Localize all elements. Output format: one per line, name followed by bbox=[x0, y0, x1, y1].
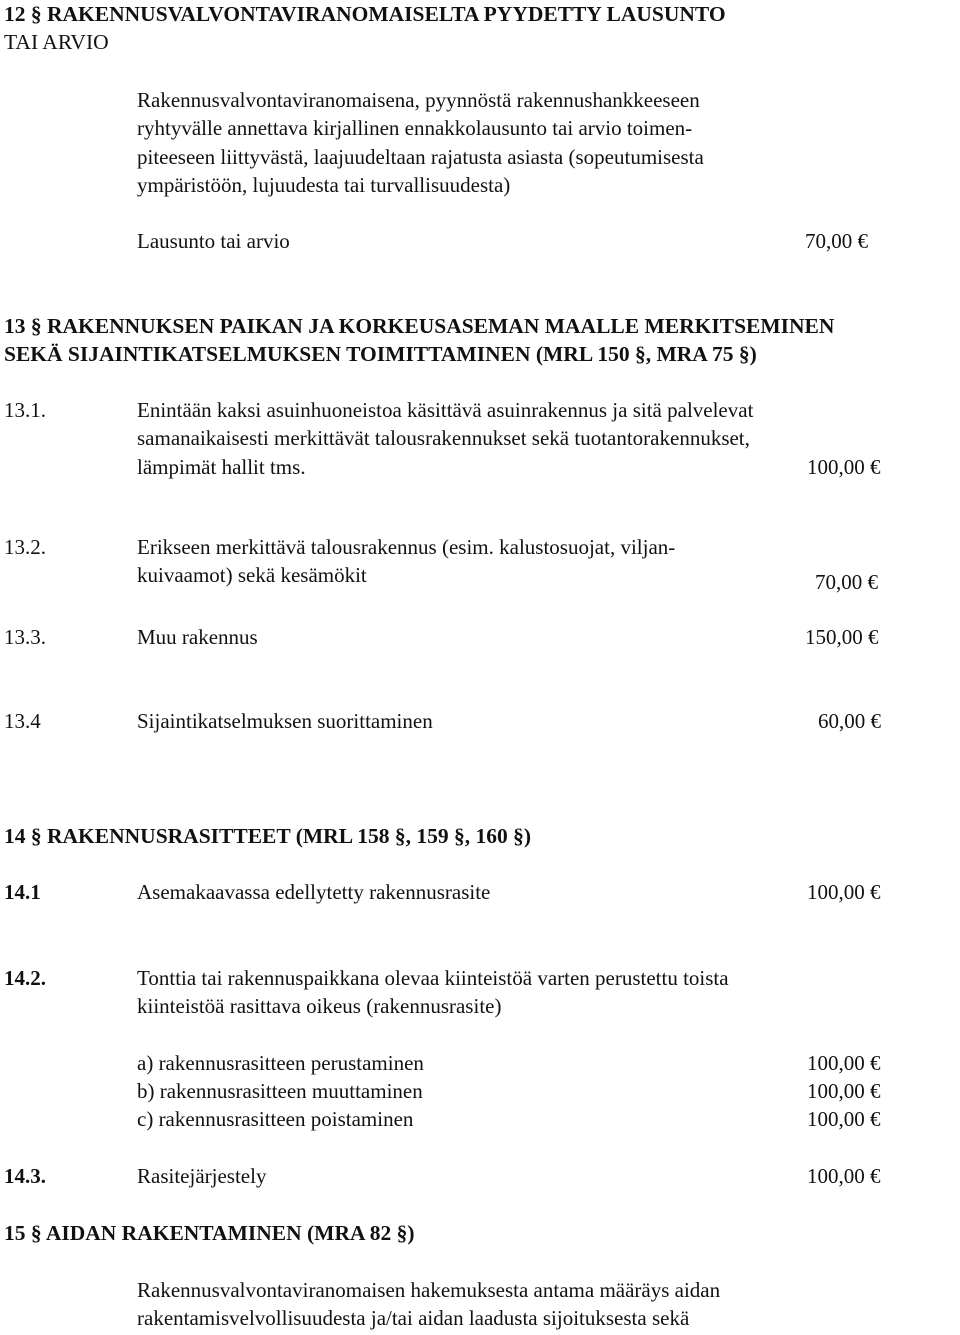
item-price: 100,00 € bbox=[807, 455, 881, 479]
desc-line: rakentamisvelvollisuudesta ja/tai aidan laadusta sijoituksesta sekä bbox=[137, 1306, 690, 1331]
subitem-label: b) rakennusrasitteen muuttaminen bbox=[137, 1079, 423, 1103]
item-text bbox=[137, 533, 675, 590]
desc-line: Rakennusvalvontaviranomaisena, pyynnöstä rakennushankkeeseen bbox=[137, 88, 700, 112]
text-line: Tonttia tai rakennuspaikkana olevaa kiinteistöä varten perustettu toista bbox=[137, 966, 729, 990]
subitem-label: c) rakennusrasitteen poistaminen bbox=[137, 1107, 414, 1131]
item-text bbox=[137, 964, 729, 1021]
text-line: lämpimät hallit tms. bbox=[137, 454, 306, 479]
desc-line: ympäristöön, lujuudesta tai turvallisuudesta) bbox=[137, 172, 511, 197]
section-15-description bbox=[137, 1276, 720, 1333]
item-number: 14.2. bbox=[4, 966, 46, 990]
section-12-heading-line2: TAI ARVIO bbox=[4, 30, 109, 54]
section-15-heading: 15 § AIDAN RAKENTAMINEN (MRA 82 §) bbox=[4, 1221, 415, 1245]
subitem-price: 100,00 € bbox=[807, 1079, 881, 1103]
desc-line: ryhtyvälle annettava kirjallinen ennakkolausunto tai arvio toimen- bbox=[137, 116, 693, 141]
item-price: 150,00 € bbox=[805, 625, 879, 649]
item-number: 14.1 bbox=[4, 880, 41, 904]
text-line: Enintään kaksi asuinhuoneistoa käsittävä asuinrakennus ja sitä palvelevat bbox=[137, 398, 754, 422]
item-number: 13.4 bbox=[4, 709, 41, 733]
desc-line: piteeseen liittyvästä, laajuudeltaan rajatusta asiasta (sopeutumisesta bbox=[137, 144, 704, 169]
item-text bbox=[137, 396, 753, 481]
text-line: kiinteistöä rasittava oikeus (rakennusrasite) bbox=[137, 994, 502, 1019]
subitem-price: 100,00 € bbox=[807, 1051, 881, 1075]
item-number: 13.3. bbox=[4, 625, 46, 649]
item-price: 60,00 € bbox=[818, 709, 881, 733]
section-13-heading-line1: 13 § RAKENNUKSEN PAIKAN JA KORKEUSASEMAN MAALLE MERKITSEMINEN bbox=[4, 314, 835, 338]
desc-line: Rakennusvalvontaviranomaisen hakemuksesta antama määräys aidan bbox=[137, 1278, 721, 1302]
section-14-heading: 14 § RAKENNUSRASITTEET (MRL 158 §, 159 §, 160 §) bbox=[4, 824, 532, 848]
item-text: Sijaintikatselmuksen suorittaminen bbox=[137, 709, 433, 733]
item-price: 70,00 € bbox=[815, 570, 878, 594]
text-line: Erikseen merkittävä talousrakennus (esim. kalustosuojat, viljan- bbox=[137, 535, 676, 559]
section-12-description bbox=[137, 86, 704, 199]
item-text: Rasitejärjestely bbox=[137, 1164, 267, 1188]
item-text: Muu rakennus bbox=[137, 625, 258, 649]
item-text: Asemakaavassa edellytetty rakennusrasite bbox=[137, 880, 491, 904]
section-12-heading-line1: 12 § RAKENNUSVALVONTAVIRANOMAISELTA PYYDETTY LAUSUNTO bbox=[4, 2, 726, 26]
subitem-price: 100,00 € bbox=[807, 1107, 881, 1131]
text-line: samanaikaisesti merkittävät talousrakennukset sekä tuotantorakennukset, bbox=[137, 426, 750, 451]
item-price: 100,00 € bbox=[807, 1164, 881, 1188]
item-price: 100,00 € bbox=[807, 880, 881, 904]
item-price: 70,00 € bbox=[805, 229, 868, 253]
item-label: Lausunto tai arvio bbox=[137, 229, 290, 253]
section-13-heading-line2: SEKÄ SIJAINTIKATSELMUKSEN TOIMITTAMINEN (MRL 150 §, MRA 75 §) bbox=[4, 342, 757, 366]
text-line: kuivaamot) sekä kesämökit bbox=[137, 563, 367, 588]
item-number: 13.2. bbox=[4, 535, 46, 559]
item-number: 13.1. bbox=[4, 398, 46, 422]
subitem-label: a) rakennusrasitteen perustaminen bbox=[137, 1051, 424, 1075]
item-number: 14.3. bbox=[4, 1164, 46, 1188]
